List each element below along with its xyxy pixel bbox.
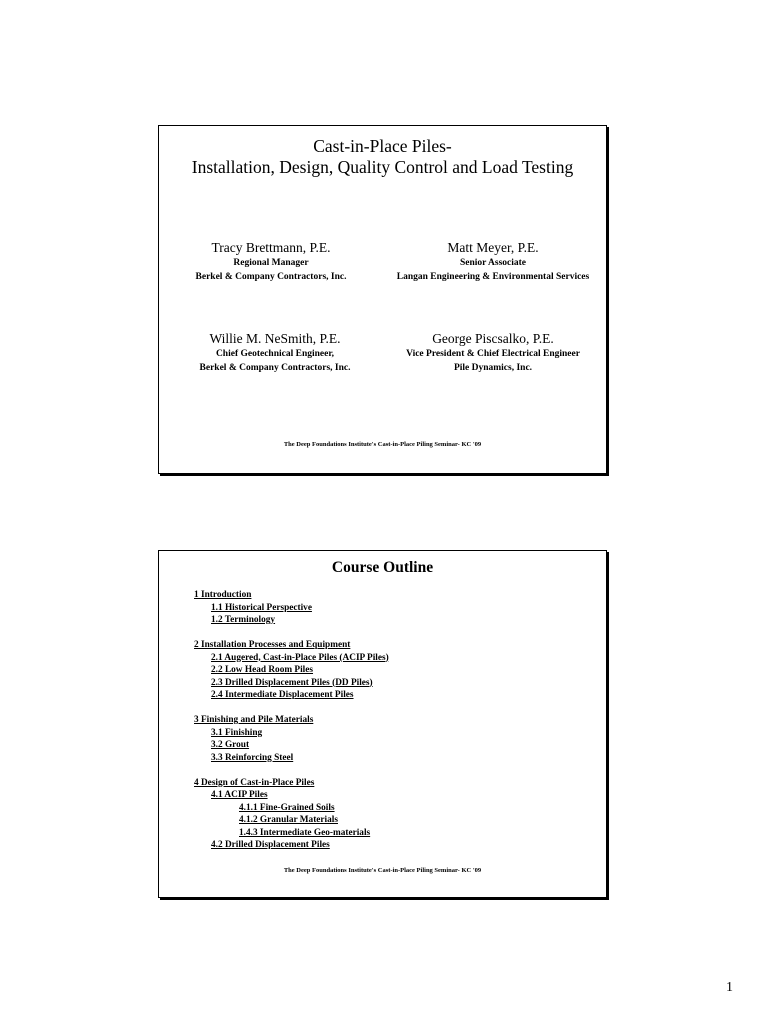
author-role: Chief Geotechnical Engineer,: [215, 349, 335, 359]
outline-item: [194, 614, 389, 627]
course-outline-slide: [158, 550, 607, 898]
outline-item-text: 2.1 Augered, Cast-in-Place Piles (ACIP Piles): [211, 652, 389, 663]
title-line-2: Installation, Design, Quality Control and Load Testing: [191, 157, 574, 177]
outline-item-text: 4 Design of Cast-in-Place Piles: [194, 777, 315, 788]
author-block: [381, 240, 605, 284]
author-name: George Piscsalko, P.E.: [432, 331, 554, 346]
outline-item: [194, 727, 389, 740]
outline-section: [194, 714, 389, 764]
outline-item-text: 3.1 Finishing: [211, 727, 263, 738]
outline-item-text: 4.1.2 Granular Materials: [239, 815, 338, 825]
author-role: Regional Manager: [233, 258, 309, 268]
author-org: Langan Engineering & Environmental Services: [396, 272, 590, 282]
author-name: Tracy Brettmann, P.E.: [211, 240, 331, 255]
author-org: Berkel & Company Contractors, Inc.: [199, 363, 351, 373]
slide-footer: The Deep Foundations Institute's Cast-in-Place Piling Seminar- KC '09: [283, 441, 482, 448]
author-role: Vice President & Chief Electrical Engineer: [406, 349, 580, 359]
outline-item-text: 2 Installation Processes and Equipment: [194, 640, 351, 650]
title-line-1: Cast-in-Place Piles-: [313, 136, 452, 156]
author-block: [381, 331, 605, 375]
outline-item-text: 2.2 Low Head Room Piles: [211, 665, 314, 675]
outline-item: [194, 677, 389, 690]
outline-item-text: 2.3 Drilled Displacement Piles (DD Piles): [211, 677, 373, 688]
title-slide: [158, 125, 607, 474]
author-org: Berkel & Company Contractors, Inc.: [195, 272, 347, 282]
outline-item-text: 3.3 Reinforcing Steel: [211, 752, 294, 763]
outline-item: [194, 602, 389, 615]
outline-item: [194, 752, 389, 765]
outline-item: [194, 589, 389, 602]
outline-item-text: 3 Finishing and Pile Materials: [194, 715, 314, 725]
slide-footer: The Deep Foundations Institute's Cast-in-Place Piling Seminar- KC '09: [283, 867, 482, 874]
outline-section: [194, 777, 389, 852]
outline-item-text: 4.2 Drilled Displacement Piles: [211, 840, 330, 850]
outline-item-text: 3.2 Grout: [211, 740, 250, 750]
outline-item: [194, 789, 389, 802]
author-block: [163, 331, 387, 375]
outline-item-text: 1.4.3 Intermediate Geo-materials: [239, 827, 371, 838]
outline-item: [194, 814, 389, 827]
outline-list: [194, 589, 389, 864]
outline-item-text: 1 Introduction: [194, 590, 252, 600]
outline-item: [194, 639, 389, 652]
author-org: Pile Dynamics, Inc.: [453, 363, 533, 373]
outline-section: [194, 589, 389, 627]
author-block: [159, 240, 383, 284]
outline-item: [194, 664, 389, 677]
page-number: 1: [726, 980, 733, 995]
slide-title: [159, 136, 606, 178]
outline-item: [194, 689, 389, 702]
outline-item: [194, 839, 389, 852]
author-role: Senior Associate: [459, 258, 527, 268]
outline-item: [194, 802, 389, 815]
outline-item: [194, 652, 389, 665]
outline-item-text: 1.2 Terminology: [211, 615, 276, 625]
outline-item-text: 4.1 ACIP Piles: [211, 790, 268, 800]
outline-item: [194, 827, 389, 840]
slide-title: Course Outline: [331, 559, 434, 576]
author-name: Willie M. NeSmith, P.E.: [209, 331, 341, 346]
author-name: Matt Meyer, P.E.: [447, 240, 539, 255]
outline-item-text: 4.1.1 Fine-Grained Soils: [239, 802, 335, 813]
outline-item: [194, 777, 389, 790]
outline-item-text: 1.1 Historical Perspective: [211, 602, 312, 613]
outline-item: [194, 739, 389, 752]
outline-section: [194, 639, 389, 702]
outline-item: [194, 714, 389, 727]
outline-item-text: 2.4 Intermediate Displacement Piles: [211, 690, 354, 700]
